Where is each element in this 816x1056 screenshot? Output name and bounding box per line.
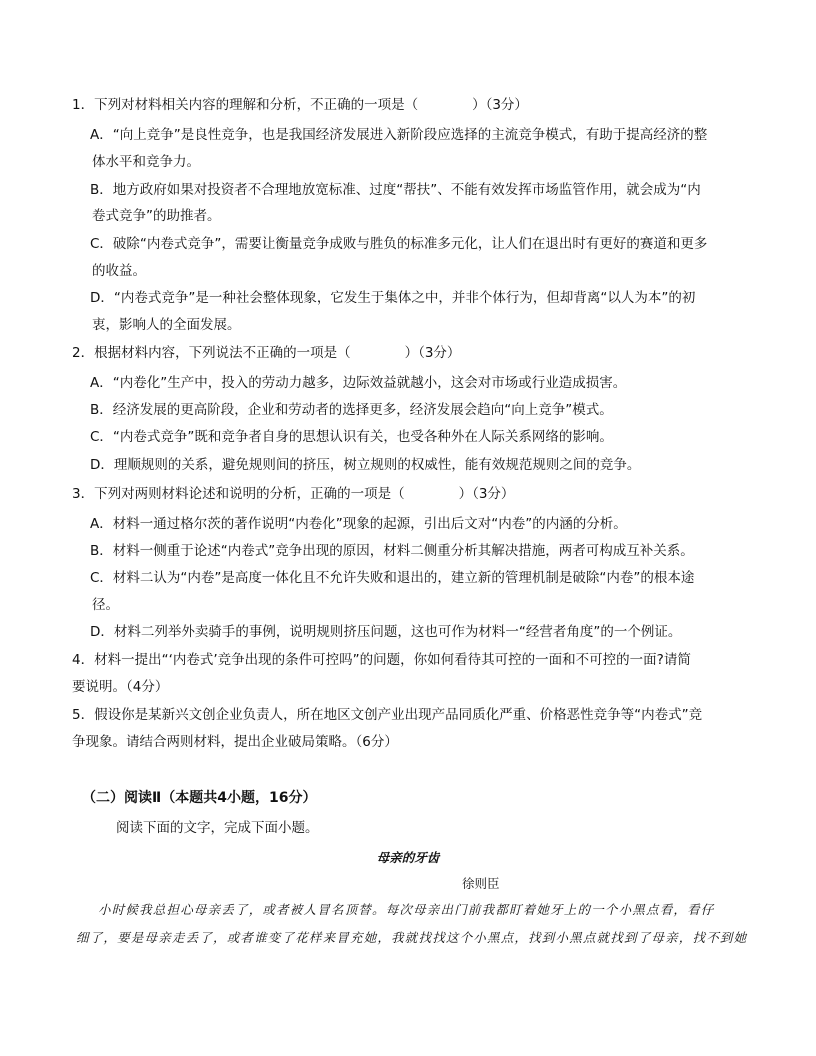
question-1-option-a-continued: 体水平和竞争力。 — [92, 154, 200, 170]
question-1-stem: 1．下列对材料相关内容的理解和分析，不正确的一项是（ ）（3分） — [72, 97, 528, 113]
question-1-option-a: A．“向上竞争”是良性竞争，也是我国经济发展进入新阶段应选择的主流竞争模式，有助于提高经济的整 — [90, 127, 708, 143]
question-3-option-b: B．材料一侧重于论述“内卷式”竞争出现的原因，材料二侧重分析其解决措施，两者可构成互补关系。 — [90, 543, 694, 559]
question-1-option-d-continued: 衷，影响人的全面发展。 — [92, 317, 241, 333]
article-title: 母亲的牙齿 — [376, 850, 440, 865]
question-2-option-a: A．“内卷化”生产中，投入的劳动力越多，边际效益就越小，这会对市场或行业造成损害。 — [90, 375, 627, 391]
question-1-option-c-continued: 的收益。 — [92, 263, 146, 279]
article-paragraph-line-2: 细了，要是母亲走丢了，或者谁变了花样来冒充她，我就找找这个小黑点，找到小黑点就找到了母亲，找不到她 — [76, 930, 748, 945]
question-2-stem: 2．根据材料内容，下列说法不正确的一项是（ ）（3分） — [72, 345, 461, 361]
question-5-text-continued: 争现象。请结合两则材料，提出企业破局策略。（6分） — [72, 734, 398, 750]
question-5-text: 5．假设你是某新兴文创企业负责人，所在地区文创产业出现产品同质化严重、价格恶性竞争等“内卷式”竞 — [72, 707, 703, 723]
question-3-option-c-continued: 径。 — [92, 597, 119, 613]
question-2-option-d: D．理顺规则的关系，避免规则间的挤压，树立规则的权威性，能有效规范规则之间的竞争。 — [90, 457, 641, 473]
question-4-text: 4．材料一提出“‘内卷式’竞争出现的条件可控吗”的问题，你如何看待其可控的一面和不可控的一面?请简 — [72, 652, 691, 668]
article-paragraph-line-1: 小时候我总担心母亲丢了，或者被人冒名顶替。每次母亲出门前我都盯着她牙上的一个小黑点看，看仔 — [98, 902, 715, 917]
question-1-option-b: B．地方政府如果对投资者不合理地放宽标准、过度“帮扶”、不能有效发挥市场监管作用，就会成为“内 — [90, 182, 701, 198]
question-3-option-d: D．材料二列举外卖骑手的事例，说明规则挤压问题，这也可作为材料一“经营者角度”的一个例证。 — [90, 624, 682, 640]
question-1-option-d: D．“内卷式竞争”是一种社会整体现象，它发生于集体之中，并非个体行为，但却背离“以人为本”的初 — [90, 290, 696, 306]
question-3-stem: 3．下列对两则材料论述和说明的分析，正确的一项是（ ）（3分） — [72, 486, 515, 502]
question-1-option-c: C．破除“内卷式竞争”，需要让衡量竞争成败与胜负的标准多元化，让人们在退出时有更好的赛道和更多 — [90, 236, 708, 252]
question-2-option-b: B．经济发展的更高阶段，企业和劳动者的选择更多，经济发展会趋向“向上竞争”模式。 — [90, 402, 613, 418]
question-3-option-c: C．材料二认为“内卷”是高度一体化且不允许失败和退出的，建立新的管理机制是破除“内卷”的根本途 — [90, 570, 695, 586]
section-instruction: 阅读下面的文字，完成下面小题。 — [116, 820, 319, 836]
question-3-option-a: A．材料一通过格尔茨的著作说明“内卷化”现象的起源，引出后文对“内卷”的内涵的分析。 — [90, 516, 627, 532]
article-author: 徐则臣 — [462, 876, 500, 891]
section-heading: （二）阅读Ⅱ（本题共4小题，16分） — [82, 790, 317, 806]
question-1-option-b-continued: 卷式竞争”的助推者。 — [92, 208, 221, 224]
question-4-text-continued: 要说明。（4分） — [72, 679, 169, 695]
question-2-option-c: C．“内卷式竞争”既和竞争者自身的思想认识有关，也受各种外在人际关系网络的影响。 — [90, 429, 613, 445]
